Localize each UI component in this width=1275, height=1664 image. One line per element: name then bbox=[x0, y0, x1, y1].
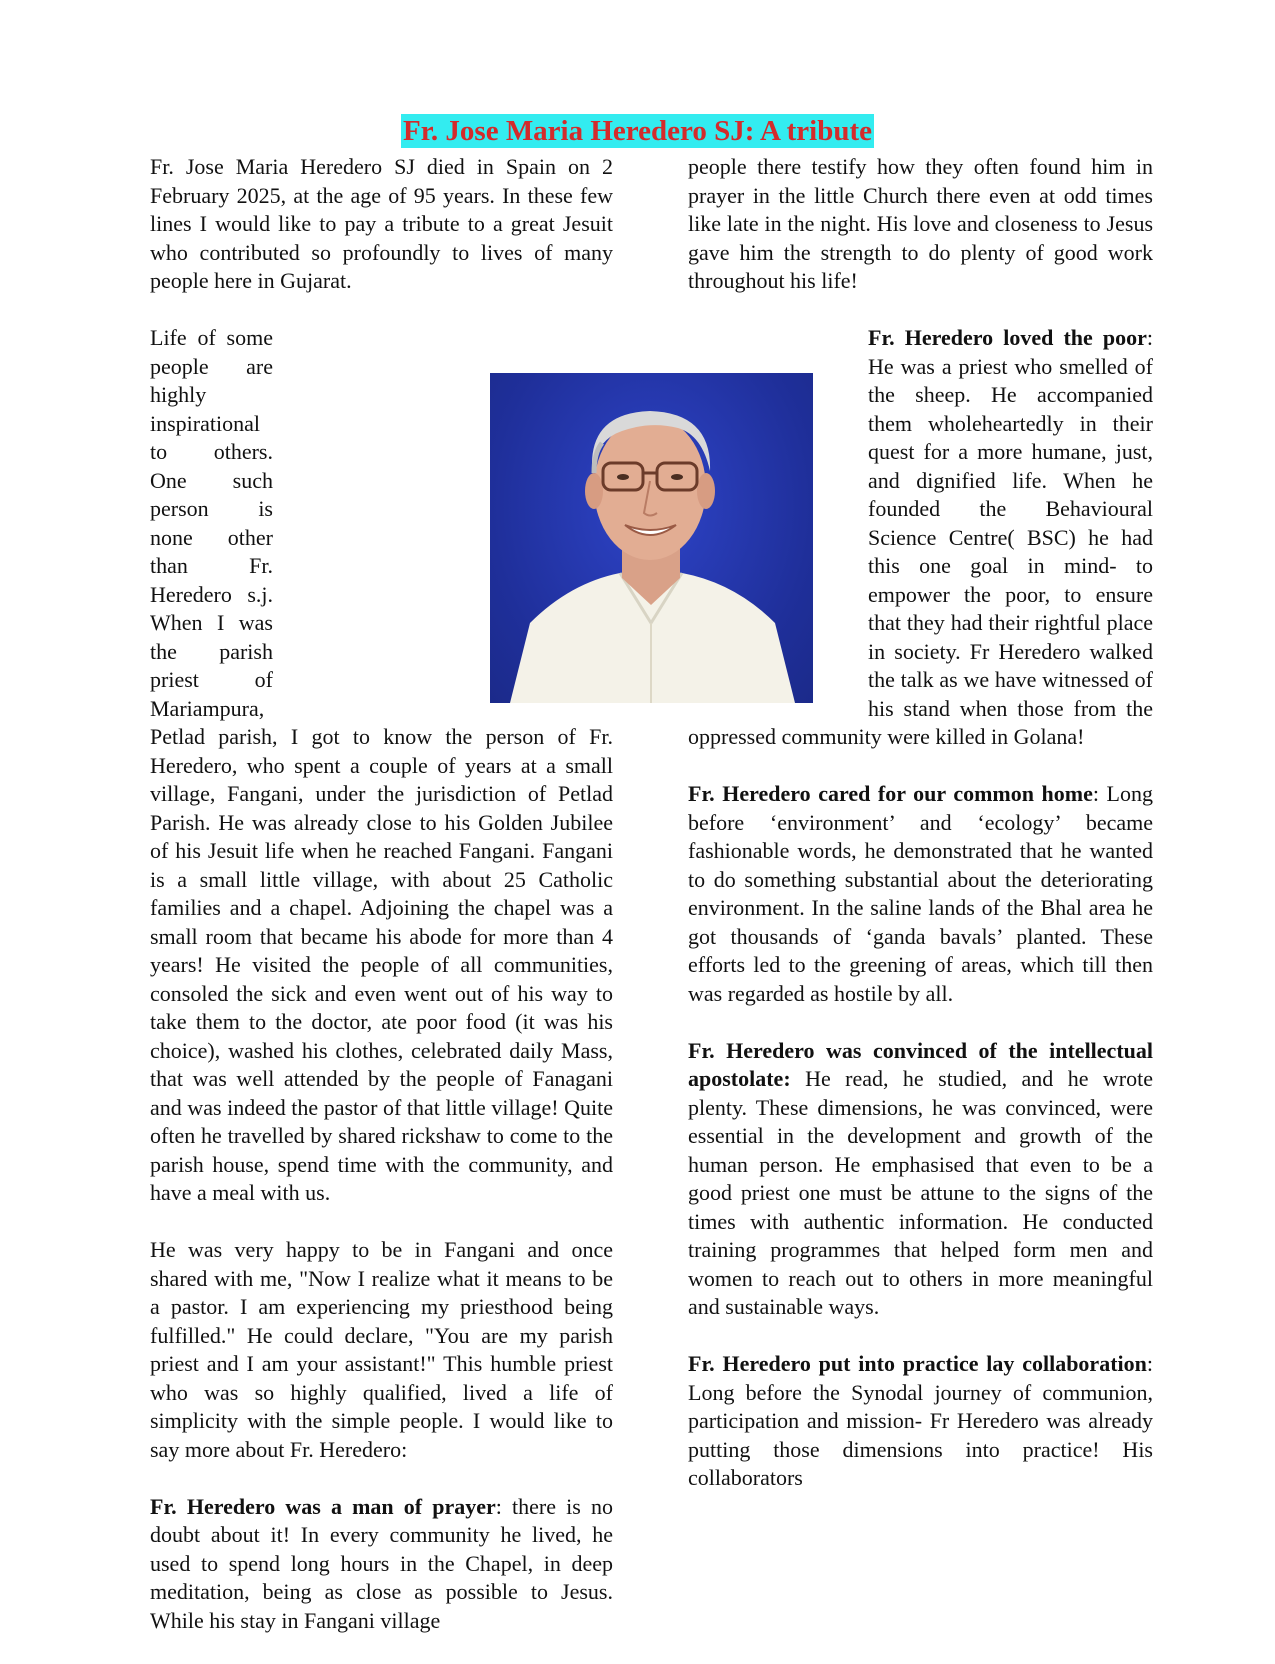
portrait-photo bbox=[490, 373, 813, 703]
environment-paragraph bbox=[688, 780, 1153, 1008]
title-wrap bbox=[0, 114, 1275, 148]
lay-collaboration-text: : Long before the Synodal journey of communion, participation and mission- Fr Heredero was already putting those dimensions into practice! His collaborators bbox=[688, 1351, 1153, 1490]
intro-paragraph: Fr. Jose Maria Heredero SJ died in Spain on 2 February 2025, at the age of 95 years. In these few lines I would like to pay a tribute to a great Jesuit who contributed so profoundly to lives of many people here in Gujarat. bbox=[150, 154, 613, 293]
fangani-text: Life of some people are highly inspirational to others. One such person is none other than Fr. Heredero s.j. When I was the parish priest of Mariampura, Petlad parish, I got to know the person of Fr. Heredero, who spent a couple of years at a small village, Fangani, under the jurisdiction of Petlad Parish. He was already close to his Golden Jubilee of his Jesuit life when he reached Fangani. Fangani is a small little village, with about 25 Catholic families and a chapel. Adjoining the chapel was a small room that became his abode for more than 4 years! He visited the people of all communities, consoled the sick and even went out of his way to take them to the doctor, ate poor food (it was his choice), washed his clothes, celebrated daily Mass, that was well attended by the people of Fanagani and was indeed the pastor of that little village! Quite often he travelled by shared rickshaw to come to the parish house, spend time with the community, and have a meal with us. bbox=[150, 325, 613, 1205]
prayer-paragraph bbox=[150, 1493, 613, 1636]
poor-text: : He was a priest who smelled of the sheep. He accompanied them wholeheartedly in their quest for a more humane, just, and dignified life. When he founded the Behavioural Science Centre( BSC) he had this one goal in mind- to empower the poor, to ensure that they had their rightful place in society. Fr Heredero walked the talk as we have witnessed of his stand when those from the oppressed community were killed in Golana! bbox=[688, 325, 1153, 749]
lay-collaboration-heading: Fr. Heredero put into practice lay collaboration bbox=[688, 1351, 1147, 1376]
intellectual-text: He read, he studied, and he wrote plenty. These dimensions, he was convinced, were essential in the development and growth of the human person. He emphasised that even to be a good priest one must be attune to the signs of the times with authentic information. He conducted training programmes that helped form men and women to reach out to others in more meaningful and sustainable ways. bbox=[688, 1066, 1153, 1319]
environment-text: : Long before ‘environment’ and ‘ecology’ became fashionable words, he demonstrated that he wanted to do something substantial about the deteriorating environment. In the saline lands of the Bhal area he got thousands of ‘ganda bavals’ planted. These efforts led to the greening of areas, which till then was regarded as hostile by all. bbox=[688, 781, 1153, 1006]
intellectual-heading: Fr. Heredero was convinced of the intellectual apostolate: bbox=[688, 1037, 1153, 1091]
intellectual-paragraph bbox=[688, 1037, 1153, 1322]
poor-heading: Fr. Heredero loved the poor bbox=[868, 325, 1147, 350]
lay-collaboration-paragraph bbox=[688, 1350, 1153, 1493]
environment-heading: Fr. Heredero cared for our common home bbox=[688, 781, 1093, 806]
prayer-heading: Fr. Heredero was a man of prayer bbox=[150, 1493, 496, 1519]
right-column bbox=[688, 153, 1153, 1521]
prayer-text: : there is no doubt about it! In every community he lived, he used to spend long hours in the Chapel, in deep meditation, being as close as possible to Jesus. While his stay in Fangani village bbox=[150, 1493, 613, 1633]
portrait-icon bbox=[490, 373, 813, 703]
page-title: Fr. Jose Maria Heredero SJ: A tribute bbox=[402, 115, 873, 147]
pastor-quote-paragraph: He was very happy to be in Fangani and once shared with me, "Now I realize what it means to be a pastor. I am experiencing my priesthood being fulfilled." He could declare, "You are my parish priest and I am your assistant!" This humble priest who was so highly qualified, lived a life of simplicity with the simple people. I would like to say more about Fr. Heredero: bbox=[150, 1237, 613, 1462]
prayer-continued-paragraph: people there testify how they often found him in prayer in the little Church there even at odd times like late in the night. His love and closeness to Jesus gave him the strength to do plenty of good work throughout his life! bbox=[688, 154, 1153, 293]
